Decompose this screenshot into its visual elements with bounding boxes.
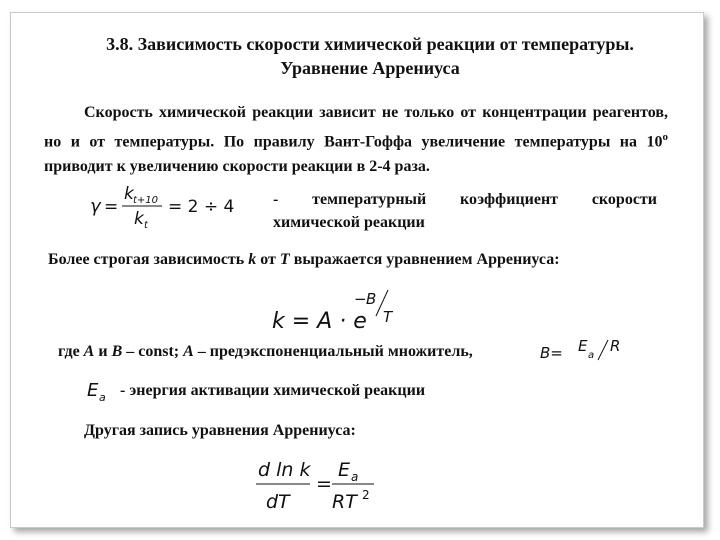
vant-hoff-rhs: = 2 ÷ 4 bbox=[168, 197, 235, 217]
where-A: A bbox=[83, 343, 95, 360]
where-A2: A bbox=[183, 343, 194, 360]
exp-num: B bbox=[366, 290, 377, 308]
den-k: k bbox=[134, 209, 144, 229]
where-line bbox=[58, 340, 473, 364]
where-pre: где bbox=[58, 343, 84, 360]
arrhenius-formula bbox=[270, 286, 410, 336]
rhs-den-sup: 2 bbox=[362, 488, 370, 502]
exp-minus: − bbox=[354, 290, 367, 308]
ea-sub: a bbox=[99, 391, 106, 404]
intro-end: приводит к увеличению скорости реакции в 2-4 раза. bbox=[44, 158, 430, 176]
where-mid: – const; bbox=[122, 343, 184, 360]
num-sub: t+10 bbox=[133, 195, 159, 206]
other-form-heading: Другая запись уравнения Аррениуса: bbox=[84, 422, 356, 439]
vant-hoff-formula bbox=[88, 182, 238, 232]
arrhenius-mid: от bbox=[256, 251, 280, 268]
slide-title-line1: 3.8. Зависимость скорости химической реакции от температуры. bbox=[106, 34, 634, 54]
diff-num: d ln k bbox=[258, 459, 311, 481]
slide-title-line2: Уравнение Аррениуса bbox=[280, 58, 460, 78]
ea-E: E bbox=[87, 380, 99, 401]
intro-text: Скорость химической реакции зависит не только от концентрации реагентов, но и от температуры. По правилу Вант-Гоффа увеличение температуры на 10 bbox=[44, 104, 668, 151]
exp-den: T bbox=[383, 308, 393, 326]
diff-eq: = bbox=[316, 473, 332, 495]
intro-degree: о bbox=[662, 131, 668, 143]
rhs-den: RT bbox=[332, 491, 357, 513]
b-num-sub: a bbox=[588, 350, 595, 361]
arrhenius-pre: Более строгая зависимость bbox=[48, 251, 249, 268]
where-post: – предэкспоненциальный множитель, bbox=[193, 343, 473, 360]
diff-den: dT bbox=[266, 491, 290, 513]
b-num: E bbox=[578, 337, 588, 355]
ea-description: - энергия активации химической реакции bbox=[120, 382, 426, 399]
rhs-num-sub: a bbox=[351, 470, 359, 484]
b-den: R bbox=[610, 337, 621, 355]
coef-description: - температурный коэффициент скорости bbox=[273, 191, 657, 208]
arrhenius-T: T bbox=[279, 251, 290, 268]
intro-paragraph bbox=[44, 100, 668, 179]
arrhenius-lhs: k = A · e bbox=[272, 309, 367, 334]
rhs-num: E bbox=[338, 459, 351, 481]
where-and: и bbox=[94, 343, 112, 360]
coef-description-line2: химической реакции bbox=[273, 214, 425, 231]
arrhenius-k: k bbox=[248, 251, 257, 268]
differential-formula bbox=[254, 454, 394, 520]
where-B: B bbox=[111, 343, 123, 360]
arrhenius-intro bbox=[48, 248, 668, 272]
svg-text:=: = bbox=[104, 197, 119, 217]
b-definition-formula bbox=[538, 336, 638, 366]
gamma-symbol: γ bbox=[90, 196, 101, 217]
num-k: k bbox=[124, 184, 134, 204]
ea-symbol bbox=[86, 374, 120, 404]
arrhenius-post: выражается уравнением Аррениуса: bbox=[289, 251, 560, 268]
b-lhs: B= bbox=[540, 344, 563, 362]
den-sub: t bbox=[144, 220, 148, 231]
